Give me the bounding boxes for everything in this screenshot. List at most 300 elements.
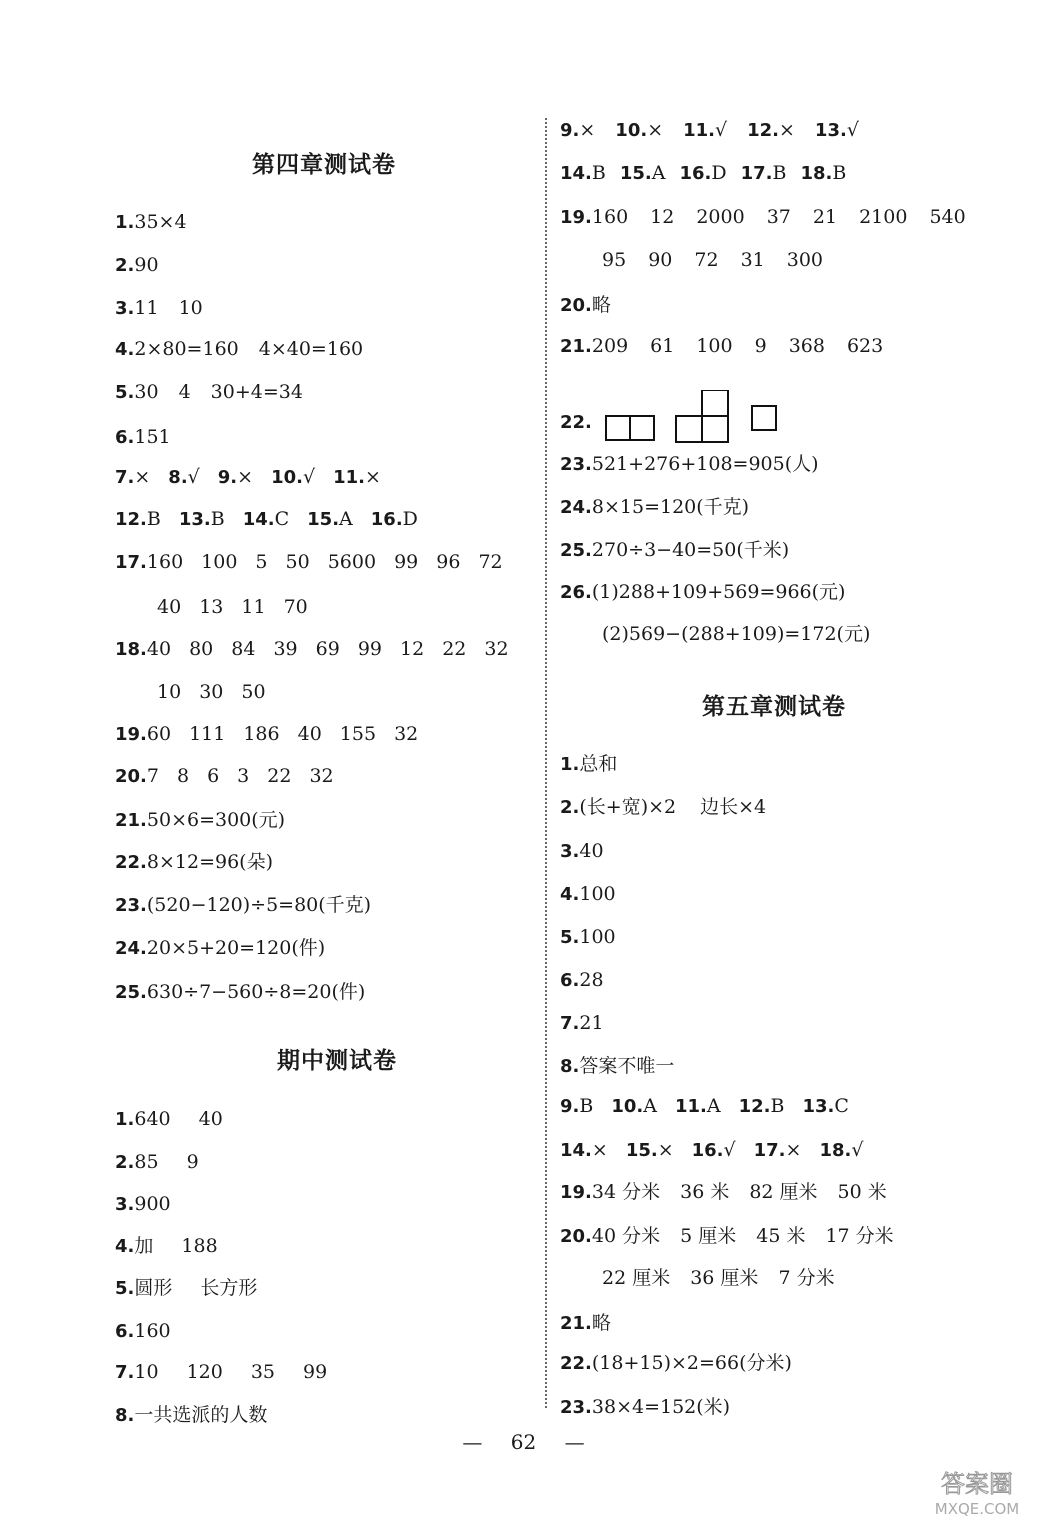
answer-value: × [591, 1139, 608, 1161]
answer-value: × [134, 466, 151, 488]
answer-value: 略 [591, 294, 611, 316]
answer-value: 368 [788, 335, 825, 357]
answer-row [115, 210, 187, 235]
answer-row [115, 1319, 199, 1344]
question-number: 17. [740, 163, 773, 184]
answer-item [675, 1094, 721, 1119]
answer-row [115, 1192, 199, 1217]
question-number: 12. [115, 509, 147, 530]
answer-value: 60 [146, 723, 172, 745]
question-number: 25. [560, 540, 592, 561]
answer-row-inline [115, 507, 436, 532]
answer-value: 2×80=160 [134, 338, 239, 360]
answer-value: 90 [134, 254, 159, 276]
answer-value: 37 [766, 206, 791, 228]
answer-value: 40 [146, 638, 172, 660]
answer-row [560, 1180, 907, 1205]
answer-value: √ [723, 1139, 736, 1161]
question-number: 19. [560, 207, 592, 228]
answer-item [115, 507, 161, 532]
answer-row [560, 1011, 628, 1036]
question-number: 8. [560, 1056, 580, 1077]
question-number: 16. [691, 1140, 724, 1161]
answer-row [560, 1351, 812, 1376]
answer-value: (18+15)×2=66(分米) [591, 1352, 792, 1374]
question-number: 9. [560, 1096, 580, 1117]
question-number: 10. [611, 1096, 644, 1117]
answer-row-inline [560, 161, 860, 186]
answer-value: 96 [436, 551, 461, 573]
answer-value: 155 [339, 723, 377, 745]
answer-value: 22 [442, 638, 467, 660]
watermark-line2: MXQE.COM [934, 1500, 1020, 1518]
question-number: 19. [560, 1182, 592, 1203]
answer-value: 35 [250, 1361, 276, 1383]
question-number: 24. [560, 497, 592, 518]
answer-item [560, 161, 606, 186]
answer-row [560, 839, 628, 864]
answer-value: 圆形 [134, 1277, 173, 1299]
answer-value: 630÷7−560÷8=20(件) [146, 981, 366, 1003]
question-number: 16. [679, 163, 712, 184]
answer-value: 30 [199, 681, 224, 703]
answer-value: × [785, 1139, 802, 1161]
answer-value: 12 [400, 638, 425, 660]
q22-number: 22. [560, 412, 592, 433]
answer-value: 45 米 [756, 1225, 806, 1247]
answer-value: 长方形 [200, 1277, 258, 1299]
answer-row [560, 968, 628, 993]
answer-item [179, 507, 225, 532]
answer-row [115, 550, 521, 575]
answer-value: 9 [186, 1151, 199, 1173]
answer-value: √ [302, 466, 316, 488]
answer-value: C [274, 508, 290, 530]
answer-item [271, 465, 315, 490]
answer-value: 100 [201, 551, 238, 573]
answer-item [560, 1138, 608, 1163]
answer-value: B [770, 1095, 785, 1117]
answer-value: 8 [176, 765, 190, 787]
question-number: 19. [115, 724, 147, 745]
question-number: 14. [560, 1140, 592, 1161]
answer-value: B [832, 162, 847, 184]
answer-value: 11 [134, 297, 159, 319]
answer-value: B [591, 162, 606, 184]
answer-value: C [834, 1095, 849, 1117]
question-number: 21. [560, 336, 592, 357]
answer-value: 40 [297, 723, 322, 745]
answer-value: 100 [579, 883, 616, 905]
answer-item [620, 161, 666, 186]
answer-row [560, 925, 640, 950]
answer-value: 70 [283, 596, 308, 618]
answer-value: (长+宽)×2 [579, 796, 677, 818]
question-number: 7. [560, 1013, 580, 1034]
answer-row [560, 293, 633, 318]
answer-value: 4 [178, 381, 191, 403]
answer-value: 160 [591, 206, 629, 228]
question-number: 12. [738, 1096, 771, 1117]
question-number: 13. [178, 509, 211, 530]
answer-item [683, 118, 727, 143]
answer-value: 2100 [859, 206, 908, 228]
answer-value: 100 [696, 335, 733, 357]
answer-row [560, 1311, 631, 1336]
answer-value: × [647, 119, 664, 141]
answer-value: 90 [648, 249, 673, 271]
answer-item [115, 465, 150, 490]
question-number: 15. [307, 509, 340, 530]
answer-value: 32 [394, 723, 419, 745]
answer-value: × [237, 466, 254, 488]
answer-value: 99 [394, 551, 419, 573]
answer-item [560, 1094, 593, 1119]
answer-item [679, 161, 726, 186]
question-number: 21. [560, 1313, 592, 1334]
question-number: 12. [747, 120, 779, 141]
answer-value: 34 分米 [591, 1181, 661, 1203]
question-number: 5. [560, 927, 580, 948]
answer-value: B [210, 508, 225, 530]
answer-item [218, 465, 253, 490]
answer-value: 6 [207, 765, 220, 787]
answer-value: 5 [255, 551, 268, 573]
answer-value: 17 分米 [825, 1225, 894, 1247]
answer-item [802, 1094, 848, 1119]
answer-value: 39 [273, 638, 298, 660]
answer-row [115, 893, 389, 918]
answer-value: √ [187, 466, 200, 488]
answer-row [115, 425, 171, 450]
answer-value: A [651, 162, 666, 184]
answer-row-continued [157, 680, 284, 704]
answer-row-continued [602, 248, 845, 272]
answer-value: 10 [157, 681, 182, 703]
answer-value: 12 [650, 206, 675, 228]
answer-row [115, 337, 363, 362]
answer-value: (2)569−(288+109)=172(元) [602, 623, 871, 645]
answer-row-continued [602, 622, 870, 646]
question-number: 2. [115, 255, 135, 276]
question-number: 2. [115, 1152, 135, 1173]
answer-row-continued [602, 1266, 855, 1290]
question-number: 22. [560, 1353, 592, 1374]
answer-value: 4×40=160 [258, 338, 364, 360]
question-number: 5. [115, 382, 135, 403]
answer-row-inline [115, 465, 399, 490]
answer-row [560, 452, 819, 477]
question-number: 20. [560, 295, 592, 316]
page-number [0, 1430, 1047, 1454]
answer-row [115, 380, 303, 405]
answer-row [115, 808, 303, 833]
answer-item [692, 1138, 736, 1163]
answer-row [115, 1150, 227, 1175]
answer-value: 84 [231, 638, 256, 660]
answer-row [560, 1224, 914, 1249]
question-number: 7. [115, 1362, 135, 1383]
answer-item [800, 161, 846, 186]
answer-row [115, 1360, 355, 1385]
answer-value: 21 [579, 1012, 604, 1034]
question-number: 8. [168, 467, 188, 488]
answer-item [739, 1094, 785, 1119]
answer-row [560, 882, 640, 907]
answer-value: 32 [484, 638, 509, 660]
answer-value: 120 [186, 1361, 223, 1383]
answer-row [115, 1403, 295, 1428]
answer-value: 188 [181, 1235, 218, 1257]
answer-value: (1)288+109+569=966(元) [591, 581, 846, 603]
column-divider [545, 118, 547, 1408]
answer-value: 72 [694, 249, 719, 271]
answer-item [333, 465, 381, 490]
question-number: 15. [619, 163, 652, 184]
answer-value: 22 厘米 [602, 1267, 671, 1289]
answer-item [754, 1138, 802, 1163]
answer-value: 22 [267, 765, 292, 787]
question-number: 10. [271, 467, 303, 488]
question-number: 15. [625, 1140, 658, 1161]
answer-value: 623 [846, 335, 884, 357]
answer-value: 11 [241, 596, 266, 618]
answer-value: √ [851, 1139, 864, 1161]
answer-value: 300 [786, 249, 824, 271]
answer-row [115, 722, 436, 747]
answer-row [115, 1276, 285, 1301]
answer-value: 151 [134, 426, 171, 448]
shape-single-square [752, 406, 776, 430]
answer-value: 28 [579, 969, 604, 991]
midterm-heading: 期中测试卷 [277, 1048, 397, 1074]
question-number: 26. [560, 582, 592, 603]
answer-value: 50 [241, 681, 266, 703]
question-number: 11. [674, 1096, 707, 1117]
answer-row [560, 1054, 698, 1079]
answer-item [615, 118, 663, 143]
answer-row [115, 936, 343, 961]
answer-value: 31 [740, 249, 765, 271]
answer-value: 540 [929, 206, 966, 228]
answer-value: 8×15=120(千克) [591, 496, 750, 518]
answer-value: 7 分米 [778, 1267, 835, 1289]
answer-value: √ [715, 119, 728, 141]
answer-item [626, 1138, 674, 1163]
question-number: 13. [814, 120, 847, 141]
answer-value: 521+276+108=905(人) [591, 453, 819, 475]
question-number: 20. [560, 1226, 592, 1247]
answer-value: 略 [591, 1312, 611, 1334]
question-number: 17. [753, 1140, 786, 1161]
answer-item [611, 1094, 657, 1119]
answer-value: 209 [591, 335, 629, 357]
question-number: 23. [560, 454, 592, 475]
answer-row [115, 253, 159, 278]
question-number: 4. [115, 339, 135, 360]
answer-row [115, 764, 352, 789]
answer-row-inline [560, 118, 879, 143]
question-number: 1. [115, 212, 135, 233]
q22-row [560, 390, 802, 450]
chapter5-heading: 第五章测试卷 [702, 694, 846, 720]
question-number: 18. [115, 639, 147, 660]
question-number: 11. [333, 467, 365, 488]
question-number: 3. [115, 1194, 135, 1215]
answer-value: (520−120)÷5=80(千克) [146, 894, 372, 916]
question-number: 24. [115, 938, 147, 959]
answer-value: 82 厘米 [749, 1181, 818, 1203]
answer-value: 160 [134, 1320, 171, 1342]
question-number: 18. [800, 163, 833, 184]
answer-item [815, 118, 859, 143]
answer-value: A [706, 1095, 721, 1117]
question-number: 6. [115, 1321, 135, 1342]
answer-value: 2000 [696, 206, 745, 228]
answer-value: 答案不唯一 [579, 1055, 675, 1077]
watermark-line1: 答案圈 [941, 1470, 1013, 1498]
answer-value: 一共选派的人数 [134, 1404, 268, 1426]
answer-value: 72 [478, 551, 503, 573]
answer-item [243, 507, 289, 532]
question-number: 14. [560, 163, 592, 184]
answer-value: 50 米 [837, 1181, 887, 1203]
answer-item [741, 161, 787, 186]
answer-item [168, 465, 199, 490]
answer-row [560, 795, 790, 820]
answer-value: 95 [602, 249, 627, 271]
answer-value: 32 [309, 765, 334, 787]
shape-two-squares [606, 416, 630, 440]
answer-value: 80 [189, 638, 214, 660]
answer-value: 30+4=34 [210, 381, 303, 403]
answer-value: 36 米 [680, 1181, 730, 1203]
question-number: 1. [115, 1109, 135, 1130]
answer-row-continued [157, 595, 326, 619]
answer-value: × [657, 1139, 674, 1161]
answer-item [819, 1138, 863, 1163]
answer-value: 186 [243, 723, 280, 745]
question-number: 8. [115, 1405, 135, 1426]
answer-row [115, 1234, 246, 1259]
question-number: 23. [560, 1397, 592, 1418]
page-dash-right: — [564, 1430, 585, 1454]
question-number: 7. [115, 467, 135, 488]
answer-value: 40 分米 [591, 1225, 661, 1247]
question-number: 10. [615, 120, 648, 141]
answer-value: B [146, 508, 161, 530]
answer-value: 7 [146, 765, 159, 787]
answer-value: 5600 [327, 551, 377, 573]
shape-two-squares-right [630, 416, 654, 440]
shape-l-left [676, 416, 702, 442]
answer-value: 总和 [579, 753, 618, 775]
answer-value: 85 [134, 1151, 159, 1173]
answer-value: 加 [134, 1235, 154, 1257]
question-number: 5. [115, 1278, 135, 1299]
answer-value: 10 [178, 297, 203, 319]
answer-value: × [364, 466, 381, 488]
q22-shapes-figure [602, 390, 802, 450]
answer-value: 10 [134, 1361, 159, 1383]
question-number: 18. [819, 1140, 852, 1161]
question-number: 6. [560, 970, 580, 991]
question-number: 4. [115, 1236, 135, 1257]
answer-item [371, 507, 418, 532]
answer-item [307, 507, 353, 532]
question-number: 16. [370, 509, 403, 530]
chapter4-heading: 第四章测试卷 [252, 152, 396, 178]
answer-value: 61 [650, 335, 675, 357]
answer-value: 35×4 [134, 211, 187, 233]
answer-value: 69 [315, 638, 340, 660]
answer-value: 13 [199, 596, 224, 618]
question-number: 9. [217, 467, 238, 488]
answer-value: 100 [579, 926, 616, 948]
question-number: 22. [115, 852, 147, 873]
answer-row [115, 637, 527, 662]
question-number: 21. [115, 810, 147, 831]
answer-value: 111 [189, 723, 226, 745]
answer-value: A [339, 508, 353, 530]
answer-value: 30 [134, 381, 159, 403]
answer-row [115, 850, 291, 875]
answer-value: 160 [146, 551, 184, 573]
question-number: 20. [115, 766, 147, 787]
answer-value: 50 [285, 551, 310, 573]
answer-value: 38×4=152(米) [591, 1396, 731, 1418]
answer-value: 9 [754, 335, 767, 357]
answer-item [560, 118, 595, 143]
answer-value: 40 [157, 596, 182, 618]
answer-row [115, 1107, 251, 1132]
question-number: 23. [115, 895, 147, 916]
question-number: 4. [560, 884, 580, 905]
answer-row [115, 980, 383, 1005]
question-number: 13. [802, 1096, 835, 1117]
answer-value: 640 [134, 1108, 171, 1130]
question-number: 11. [683, 120, 715, 141]
question-number: 14. [242, 509, 275, 530]
question-number: 3. [115, 298, 135, 319]
answer-value: 36 厘米 [690, 1267, 759, 1289]
answer-value: 99 [357, 638, 383, 660]
answer-value: √ [846, 119, 859, 141]
page-number-value: 62 [510, 1430, 537, 1454]
answer-row [560, 334, 905, 359]
answer-item [747, 118, 795, 143]
question-number: 6. [115, 427, 135, 448]
answer-value: 900 [134, 1193, 171, 1215]
shape-l-top [702, 390, 728, 416]
answer-value: × [579, 119, 596, 141]
answer-value: D [711, 162, 727, 184]
question-number: 25. [115, 982, 147, 1003]
answer-row [560, 580, 845, 605]
answer-value: A [643, 1095, 657, 1117]
answer-value: × [779, 119, 795, 141]
answer-value: 99 [303, 1361, 328, 1383]
question-number: 17. [115, 552, 147, 573]
question-number: 1. [560, 754, 580, 775]
answer-value: 40 [579, 840, 604, 862]
answer-value: 40 [198, 1108, 223, 1130]
answer-row [560, 495, 749, 520]
page-dash-left: — [462, 1430, 483, 1454]
watermark-logo [917, 1462, 1037, 1520]
answer-value: 21 [812, 206, 838, 228]
answer-value: 5 厘米 [680, 1225, 737, 1247]
